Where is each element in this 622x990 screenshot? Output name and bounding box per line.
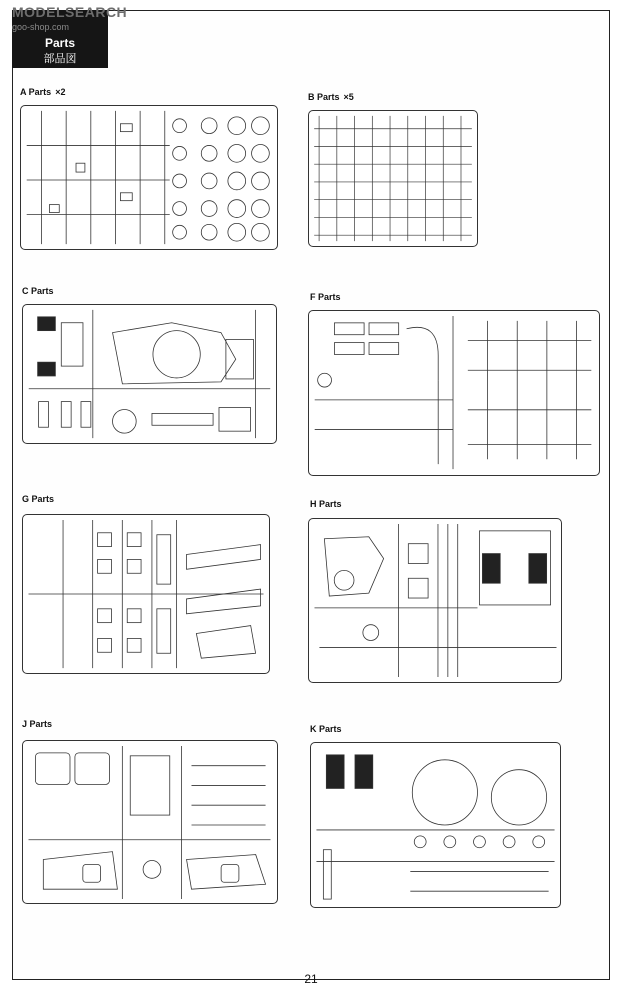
sprue-g-drawing (23, 515, 269, 673)
sprue-label-h: H Parts (310, 499, 342, 509)
parts-title: Parts (44, 36, 76, 50)
sprue-j (22, 740, 278, 904)
sprue-label-c: C Parts (22, 286, 54, 296)
sprue-k-drawing (311, 743, 560, 907)
sprue-f (308, 310, 600, 476)
sprue-label-f: F Parts (310, 292, 341, 302)
watermark-text: MODELSEARCH (12, 4, 128, 20)
sprue-label-k: K Parts (310, 724, 342, 734)
sprue-h-drawing (309, 519, 561, 682)
sprue-j-drawing (23, 741, 277, 903)
sprue-c-drawing (23, 305, 276, 443)
sprue-a-drawing (21, 106, 277, 249)
sprue-c (22, 304, 277, 444)
sprue-label-g: G Parts (22, 494, 55, 504)
sprue-b (308, 110, 478, 247)
sprue-h (308, 518, 562, 683)
watermark-url: goo-shop.com (12, 22, 70, 32)
sprue-a (20, 105, 278, 250)
parts-subtitle: 部品図 (43, 53, 77, 65)
sprue-k (310, 742, 561, 908)
sprue-label-b: B Parts ×5 (308, 92, 354, 102)
sprue-g (22, 514, 270, 674)
sprue-f-drawing (309, 311, 599, 475)
sprue-label-j: J Parts (22, 719, 53, 729)
sprue-b-drawing (309, 111, 477, 246)
sprue-label-a: A Parts ×2 (20, 87, 66, 97)
page-number: 21 (304, 972, 318, 986)
